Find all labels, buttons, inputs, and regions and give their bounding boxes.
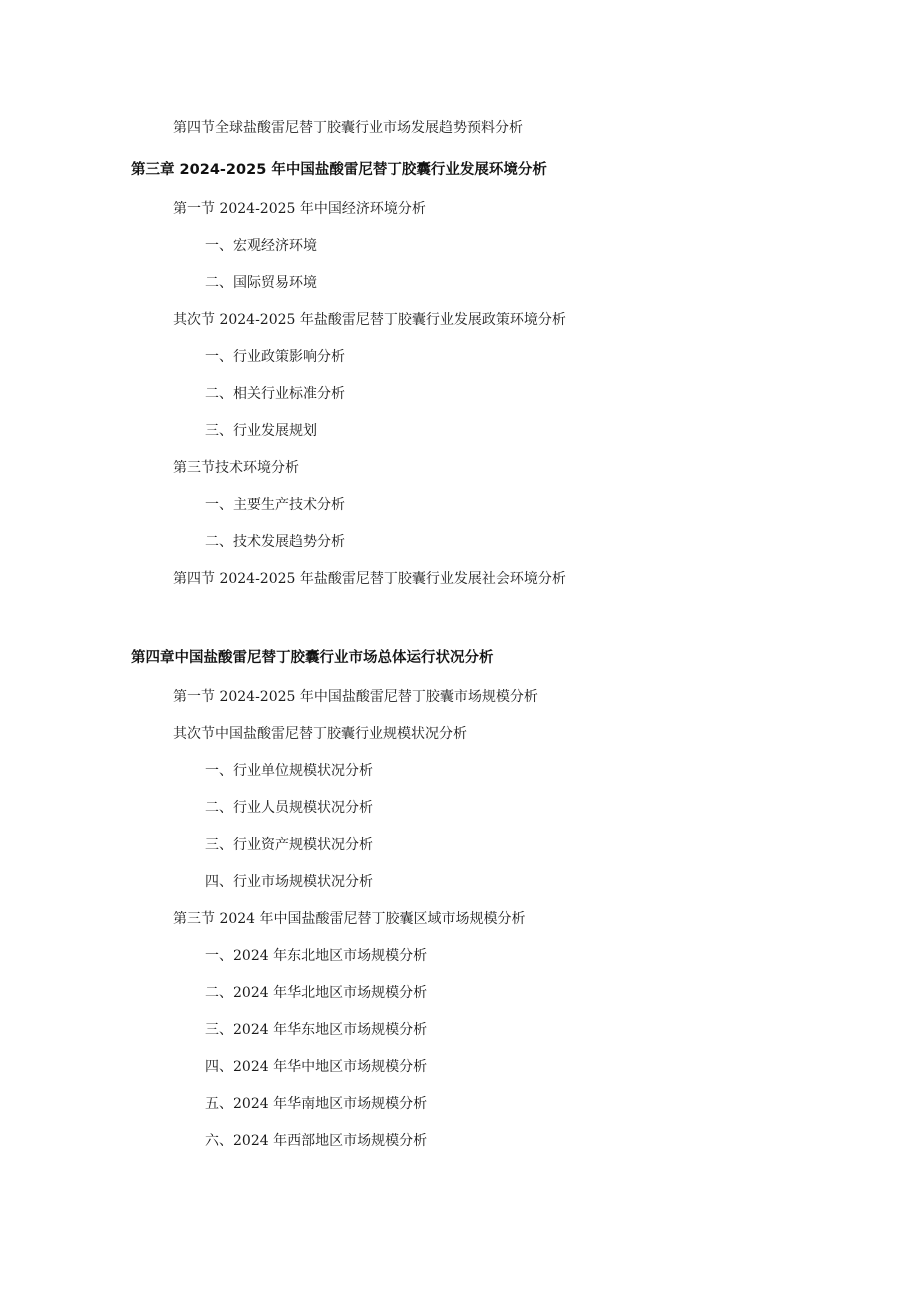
toc-section-technology: 第三节技术环境分析 xyxy=(173,460,299,476)
toc-chapter-4: 第四章中国盐酸雷尼替丁胶囊行业市场总体运行状况分析 xyxy=(131,650,494,666)
toc-item-unit-scale: 一、行业单位规模状况分析 xyxy=(205,763,373,779)
toc-item-west: 六、2024 年西部地区市场规模分析 xyxy=(205,1133,428,1149)
toc-item-staff-scale: 二、行业人员规模状况分析 xyxy=(205,800,373,816)
toc-section-industry-scale: 其次节中国盐酸雷尼替丁胶囊行业规模状况分析 xyxy=(173,726,467,742)
toc-item-planning: 三、行业发展规划 xyxy=(205,423,317,439)
toc-item-macro-economy: 一、宏观经济环境 xyxy=(205,238,317,254)
toc-item-northeast: 一、2024 年东北地区市场规模分析 xyxy=(205,948,428,964)
toc-chapter-3: 第三章 2024-2025 年中国盐酸雷尼替丁胶囊行业发展环境分析 xyxy=(131,162,547,178)
toc-item-policy-impact: 一、行业政策影响分析 xyxy=(205,349,345,365)
toc-section-policy: 其次节 2024-2025 年盐酸雷尼替丁胶囊行业发展政策环境分析 xyxy=(173,312,566,328)
toc-item-central: 四、2024 年华中地区市场规模分析 xyxy=(205,1059,428,1075)
toc-section-regional: 第三节 2024 年中国盐酸雷尼替丁胶囊区域市场规模分析 xyxy=(173,911,526,927)
toc-item-production-tech: 一、主要生产技术分析 xyxy=(205,497,345,513)
toc-item-east: 三、2024 年华东地区市场规模分析 xyxy=(205,1022,428,1038)
toc-section-market-size: 第一节 2024-2025 年中国盐酸雷尼替丁胶囊市场规模分析 xyxy=(173,689,538,705)
toc-item-market-scale: 四、行业市场规模状况分析 xyxy=(205,874,373,890)
toc-item-standards: 二、相关行业标准分析 xyxy=(205,386,345,402)
toc-section-economy: 第一节 2024-2025 年中国经济环境分析 xyxy=(173,201,426,217)
toc-section-global-trend: 第四节全球盐酸雷尼替丁胶囊行业市场发展趋势预料分析 xyxy=(173,120,523,136)
toc-item-tech-trend: 二、技术发展趋势分析 xyxy=(205,534,345,550)
toc-item-north: 二、2024 年华北地区市场规模分析 xyxy=(205,985,428,1001)
toc-item-south: 五、2024 年华南地区市场规模分析 xyxy=(205,1096,428,1112)
toc-item-trade: 二、国际贸易环境 xyxy=(205,275,317,291)
toc-item-asset-scale: 三、行业资产规模状况分析 xyxy=(205,837,373,853)
toc-section-social: 第四节 2024-2025 年盐酸雷尼替丁胶囊行业发展社会环境分析 xyxy=(173,571,566,587)
